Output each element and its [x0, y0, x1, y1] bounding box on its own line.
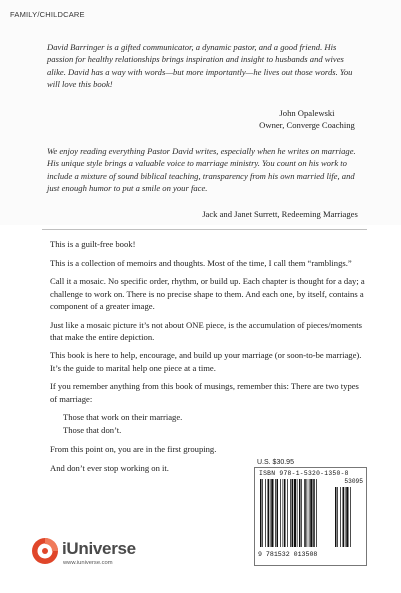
- blurb-paragraph: From this point on, you are in the first grouping.: [50, 444, 217, 455]
- endorsement-name-2: Jack and Janet Surrett, Redeeming Marriages: [202, 209, 358, 219]
- publisher-logo: [30, 535, 150, 575]
- divider: [42, 229, 367, 230]
- iuniverse-logo-icon: [30, 535, 60, 567]
- blurb: [50, 238, 368, 481]
- blurb-paragraph: If you remember anything from this book of musings, remember this: There are two types of marriage:: [50, 381, 359, 404]
- category-label: FAMILY/CHILDCARE: [10, 10, 85, 19]
- publisher-name: iUniverse: [62, 539, 136, 558]
- endorsement-title-1: Owner, Converge Coaching: [259, 120, 355, 130]
- publisher-url: www.iuniverse.com: [63, 560, 113, 566]
- isbn-label: ISBN 978-1-5320-1350-8: [259, 470, 349, 477]
- blurb-list-item: Those that work on their marriage.: [63, 412, 183, 423]
- barcode-bars: [259, 479, 362, 547]
- endorsement-quote-2: We enjoy reading everything Pastor David writes, especially when he writes on marriage. His unique style brings a valuable voice to marriage ministry. You count on his work to include a mixture of sound biblical teaching, transparency from his own married life, and just enough humor to put a smile on your face.: [47, 146, 356, 194]
- blurb-paragraph: Just like a mosaic picture it’s not about ONE piece, is the accumulation of pieces/moments that make the entire depiction.: [50, 319, 362, 342]
- barcode-number: 9 781532 013508: [258, 551, 318, 558]
- endorsement-quote-1: David Barringer is a gifted communicator, a dynamic pastor, and a good friend. His passion for healthy relationships brings inspiration and insight to husbands and wives alike. David has a way with words—but more importantly—he lives out those words. You will love this book!: [47, 42, 353, 90]
- blurb-paragraph: This book is here to help, encourage, and build up your marriage (or soon-to-be marriage). It’s the guide to marital help one piece at a time.: [50, 350, 362, 373]
- endorsement-name-1: John Opalewski: [279, 108, 335, 118]
- price-label: U.S. $30.95: [257, 459, 294, 466]
- blurb-paragraph: And don’t ever stop working on it.: [50, 462, 169, 473]
- blurb-paragraph: This is a guilt-free book!: [50, 239, 136, 249]
- barcode-addon-number: 53095: [344, 478, 363, 485]
- blurb-list-item: Those that don’t.: [63, 425, 122, 436]
- blurb-paragraph: Call it a mosaic. No specific order, rhythm, or build up. Each chapter is thought for a day; a challenge to work on. There is no precise shape to them. And each one, by itself, contains a component of a greater image.: [50, 276, 365, 311]
- barcode: [254, 467, 367, 566]
- blurb-paragraph: This is a collection of memoirs and thoughts. Most of the time, I call them “ramblings.”: [50, 257, 352, 268]
